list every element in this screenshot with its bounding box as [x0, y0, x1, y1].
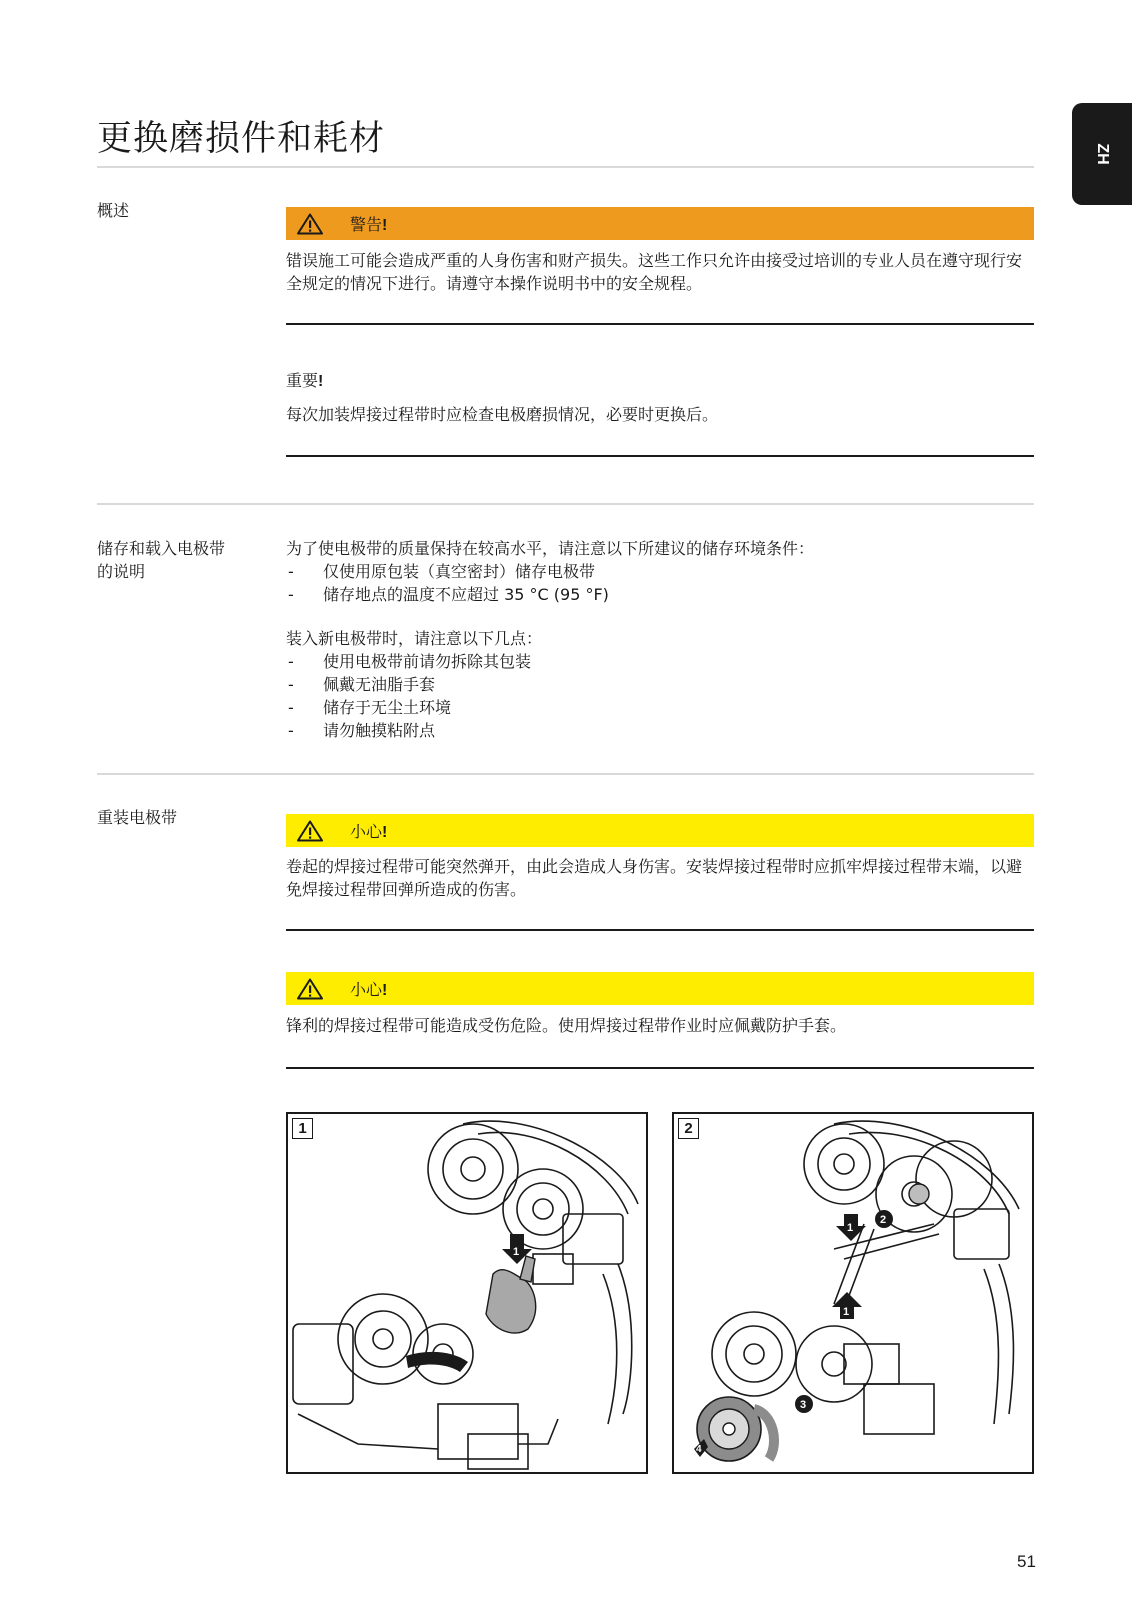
figure-1: [286, 1112, 648, 1474]
storage-intro: 为了使电极带的质量保持在较高水平，请注意以下所建议的储存环境条件：: [286, 539, 815, 558]
storage-conditions-list: [286, 560, 609, 606]
caution-text-1: 卷起的焊接过程带可能突然弹开，由此会造成人身伤害。安装焊接过程带时应抓牢焊接过程带末端，以避免焊接过程带回弹所造成的伤害。: [286, 857, 1023, 899]
warning-banner: [286, 207, 1034, 240]
page-title: 更换磨损件和耗材: [97, 119, 386, 160]
caution-banner-2: [286, 972, 1034, 1005]
step-label: 1: [843, 1306, 850, 1318]
warning-triangle-icon: [297, 213, 323, 235]
list-item: - 储存地点的温度不应超过 35 °C (95 °F): [288, 585, 609, 604]
title-divider: [97, 166, 1034, 168]
caution-triangle-icon: [297, 820, 323, 842]
important-title: 重要!: [286, 371, 324, 390]
warning-text: 错误施工可能会造成严重的人身伤害和财产损失。这些工作只允许由接受过培训的专业人员在遵守现行安全规定的情况下进行。请遵守本操作说明书中的安全规程。: [286, 251, 1023, 293]
list-item: - 请勿触摸粘附点: [288, 721, 436, 740]
machine-illustration-1: [288, 1114, 646, 1472]
machine-illustration-2: [674, 1114, 1032, 1472]
list-item: - 仅使用原包装（真空密封）储存电极带: [288, 562, 596, 581]
section-divider-refit: [97, 773, 1034, 775]
section-label-overview: 概述: [97, 201, 130, 220]
list-item: - 储存于无尘土环境: [288, 698, 452, 717]
step-label: 2: [880, 1214, 887, 1226]
loading-intro: 装入新电极带时，请注意以下几点：: [286, 629, 543, 648]
warning-end-rule: [286, 323, 1034, 325]
caution-text-2: 锋利的焊接过程带可能造成受伤危险。使用焊接过程带作业时应佩戴防护手套。: [286, 1016, 847, 1035]
caution-title-1: 小心!: [350, 822, 388, 841]
important-text: 每次加装焊接过程带时应检查电极磨损情况，必要时更换后。: [286, 405, 719, 424]
important-end-rule: [286, 455, 1034, 457]
section-label-refit: 重装电极带: [97, 808, 178, 827]
step-label: 1: [513, 1246, 520, 1258]
list-item: - 使用电极带前请勿拆除其包装: [288, 652, 532, 671]
step-label: 2: [438, 1365, 445, 1379]
figure-2: [672, 1112, 1034, 1474]
caution-end-rule-1: [286, 929, 1034, 931]
warning-title: 警告!: [350, 215, 388, 234]
section-divider-storage: [97, 503, 1034, 505]
section-label-storage: 储存和载入电极带 的说明: [97, 539, 226, 581]
caution-banner-1: [286, 814, 1034, 847]
figure-1-number: 1: [292, 1118, 313, 1139]
step-label: 1: [847, 1222, 854, 1234]
caution-title-2: 小心!: [350, 980, 388, 999]
figure-2-number: 2: [678, 1118, 699, 1139]
step-label: 3: [800, 1399, 807, 1411]
language-tab: [1072, 103, 1132, 205]
step-label: 4: [696, 1444, 702, 1455]
language-tab-label: ZH: [1094, 143, 1111, 165]
page-number: 51: [1017, 1552, 1036, 1571]
loading-points-list: [286, 650, 531, 742]
caution-triangle-icon: [297, 978, 323, 1000]
caution-end-rule-2: [286, 1067, 1034, 1069]
list-item: - 佩戴无油脂手套: [288, 675, 436, 694]
